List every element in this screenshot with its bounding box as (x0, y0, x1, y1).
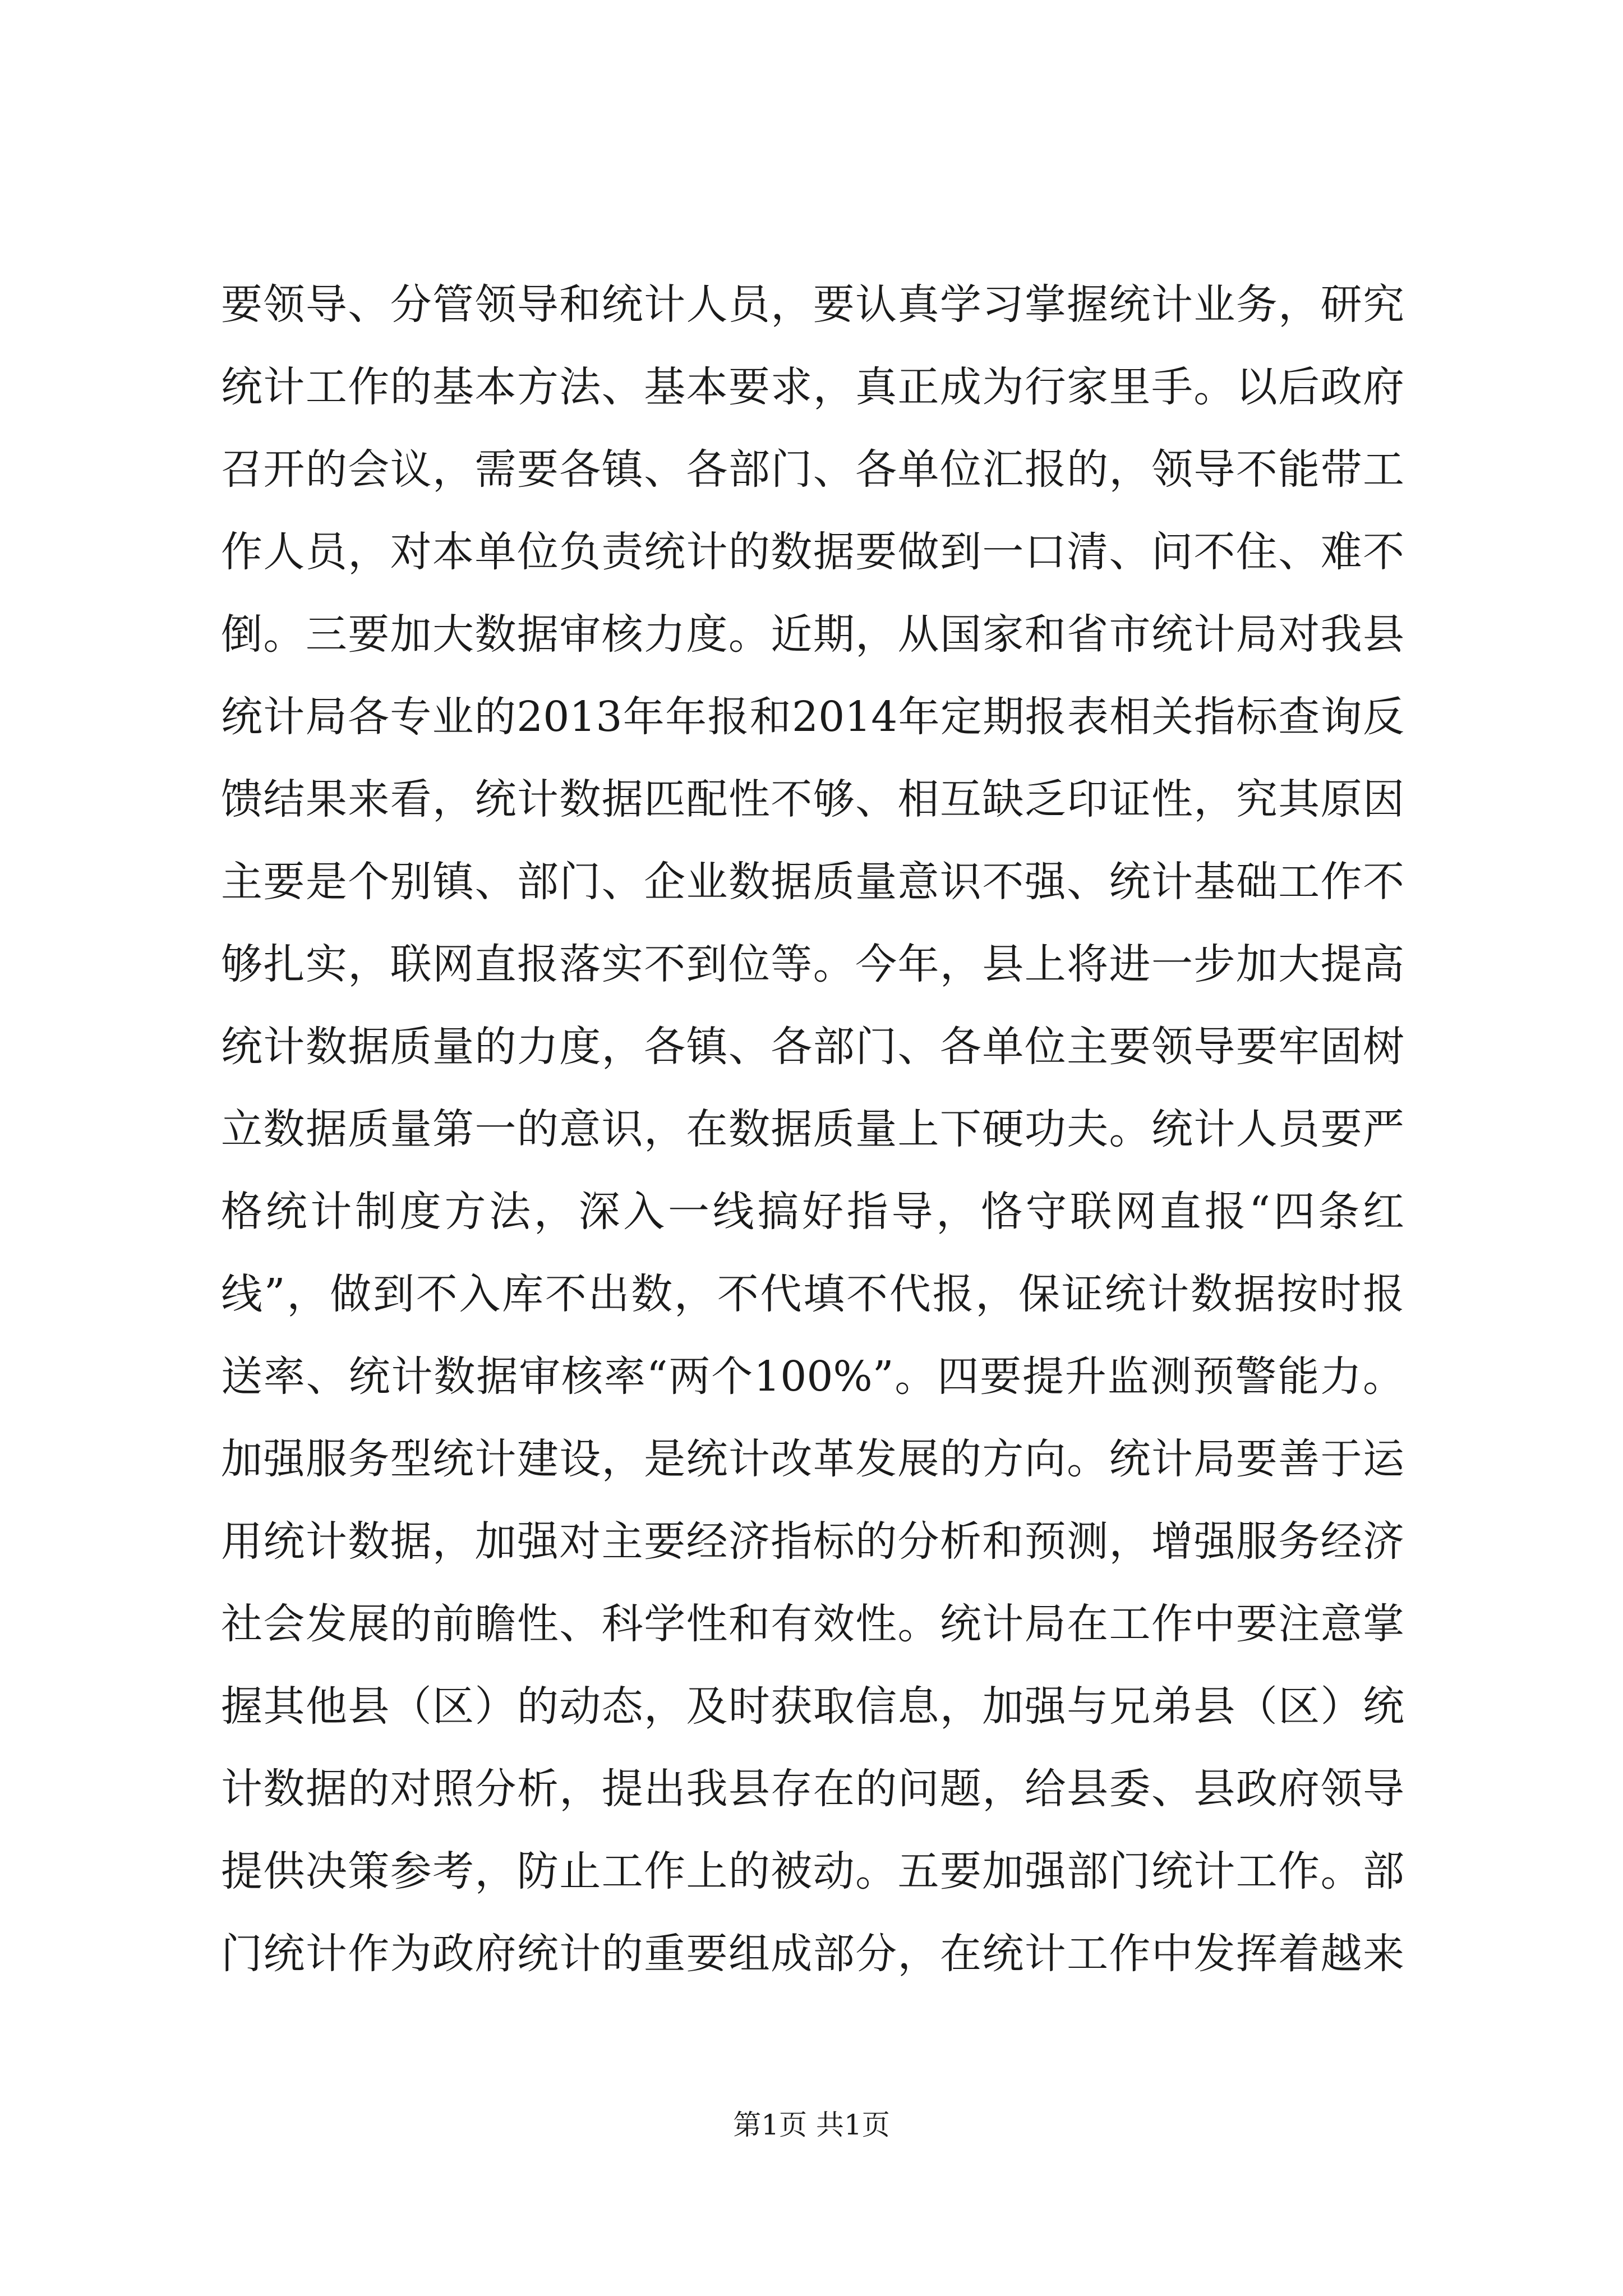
body-text (221, 264, 1404, 1995)
text-line: 召开的会议，需要各镇、各部门、各单位汇报的，领导不能带工 (221, 445, 1404, 494)
text-line: 馈结果来看，统计数据匹配性不够、相互缺乏印证性，究其原因 (221, 775, 1404, 823)
text-line: 立数据质量第一的意识，在数据质量上下硬功夫。统计人员要严 (221, 1105, 1404, 1153)
text-line: 线”，做到不入库不出数，不代填不代报，保证统计数据按时报 (221, 1270, 1404, 1318)
text-line: 加强服务型统计建设，是统计改革发展的方向。统计局要善于运 (221, 1435, 1404, 1483)
text-line: 够扎实，联网直报落实不到位等。今年，县上将进一步加大提高 (221, 940, 1404, 988)
text-line: 统计局各专业的2013年年报和2014年定期报表相关指标查询反 (221, 693, 1404, 741)
text-line: 倒。三要加大数据审核力度。近期，从国家和省市统计局对我县 (221, 610, 1404, 659)
text-line: 格统计制度方法，深入一线搞好指导，恪守联网直报“四条红 (221, 1188, 1404, 1236)
text-line: 主要是个别镇、部门、企业数据质量意识不强、统计基础工作不 (221, 858, 1404, 906)
text-line: 送率、统计数据审核率“两个100%”。四要提升监测预警能力。 (221, 1352, 1404, 1401)
text-line: 作人员，对本单位负责统计的数据要做到一口清、问不住、难不 (221, 528, 1404, 576)
text-line: 社会发展的前瞻性、科学性和有效性。统计局在工作中要注意掌 (221, 1600, 1404, 1648)
text-line: 要领导、分管领导和统计人员，要认真学习掌握统计业务，研究 (221, 280, 1404, 329)
page-number-footer: 第1页 共1页 (733, 2109, 890, 2141)
text-line: 提供决策参考，防止工作上的被动。五要加强部门统计工作。部 (221, 1847, 1404, 1895)
text-line: 计数据的对照分析，提出我县存在的问题，给县委、县政府领导 (221, 1765, 1404, 1813)
text-line: 统计数据质量的力度，各镇、各部门、各单位主要领导要牢固树 (221, 1023, 1404, 1071)
text-line: 握其他县（区）的动态，及时获取信息，加强与兄弟县（区）统 (221, 1682, 1404, 1731)
text-line: 用统计数据，加强对主要经济指标的分析和预测，增强服务经济 (221, 1517, 1404, 1566)
text-line: 统计工作的基本方法、基本要求，真正成为行家里手。以后政府 (221, 363, 1404, 411)
text-line: 门统计作为政府统计的重要组成部分，在统计工作中发挥着越来 (221, 1930, 1404, 1978)
